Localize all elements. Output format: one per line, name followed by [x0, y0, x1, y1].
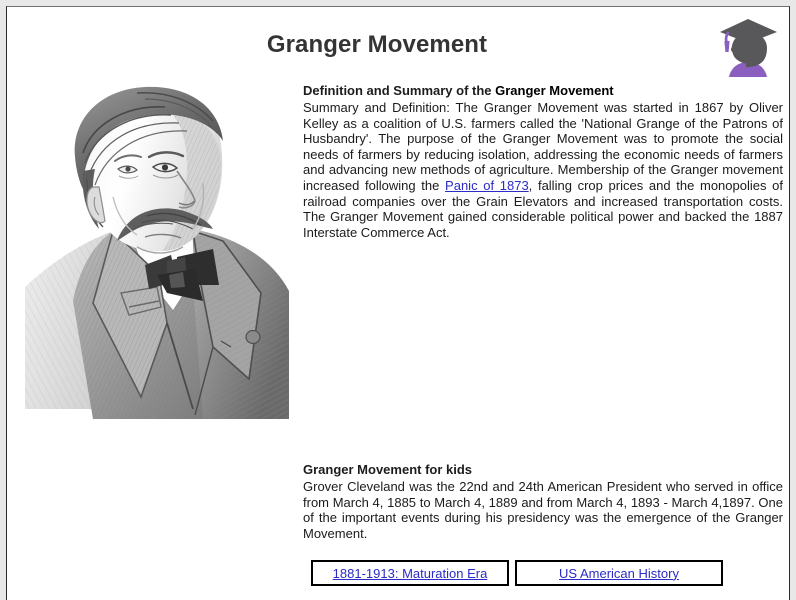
- page-title: Granger Movement: [266, 31, 488, 58]
- grover-cleveland-portrait: [17, 79, 297, 429]
- us-american-history-button-label: US American History: [559, 565, 679, 581]
- definition-paragraph-part2: , falling crop prices and the monopolies of railroad companies over the Grain Elevators and increased transportation costs. The Granger Movement gained considerable political power and backed the 1887 Interstate Commerce Act.: [303, 177, 783, 240]
- definition-paragraph-part1: Summary and Definition: The Granger Movement was started in 1867 by Oliver Kelley as a coalition of U.S. farmers called the 'National Grange of the Patrons of Husbandry'. The purpose of the Granger Movement was to promote the social needs of farmers by reducing isolation, addressing the economic needs of farmers and advancing new methods of agriculture. Membership of the Granger movement increased following the: [303, 100, 783, 193]
- maturation-era-button[interactable]: [311, 560, 509, 586]
- page-container: [6, 6, 790, 600]
- definition-section: [303, 83, 783, 240]
- kids-heading: Granger Movement for kids: [303, 462, 473, 477]
- kids-section: [303, 462, 783, 541]
- definition-heading-lead: Definition and Summary of the: [303, 83, 496, 98]
- graduate-silhouette-icon: [715, 15, 781, 77]
- definition-paragraph: [303, 100, 783, 240]
- panic-of-1873-link[interactable]: Panic of 1873: [445, 177, 529, 193]
- kids-paragraph: Grover Cleveland was the 22nd and 24th American President who served in office from March 4, 1885 to March 4, 1889 and from March 4, 1893 - March 4,1897. One of the important events during his presidency was the emergence of the Granger Movement.: [303, 479, 783, 541]
- definition-heading: [303, 83, 783, 99]
- us-american-history-button[interactable]: [515, 560, 723, 586]
- definition-heading-bold: Granger Movement: [495, 83, 614, 98]
- maturation-era-button-label: 1881-1913: Maturation Era: [332, 565, 488, 581]
- bottom-button-row: [303, 560, 783, 594]
